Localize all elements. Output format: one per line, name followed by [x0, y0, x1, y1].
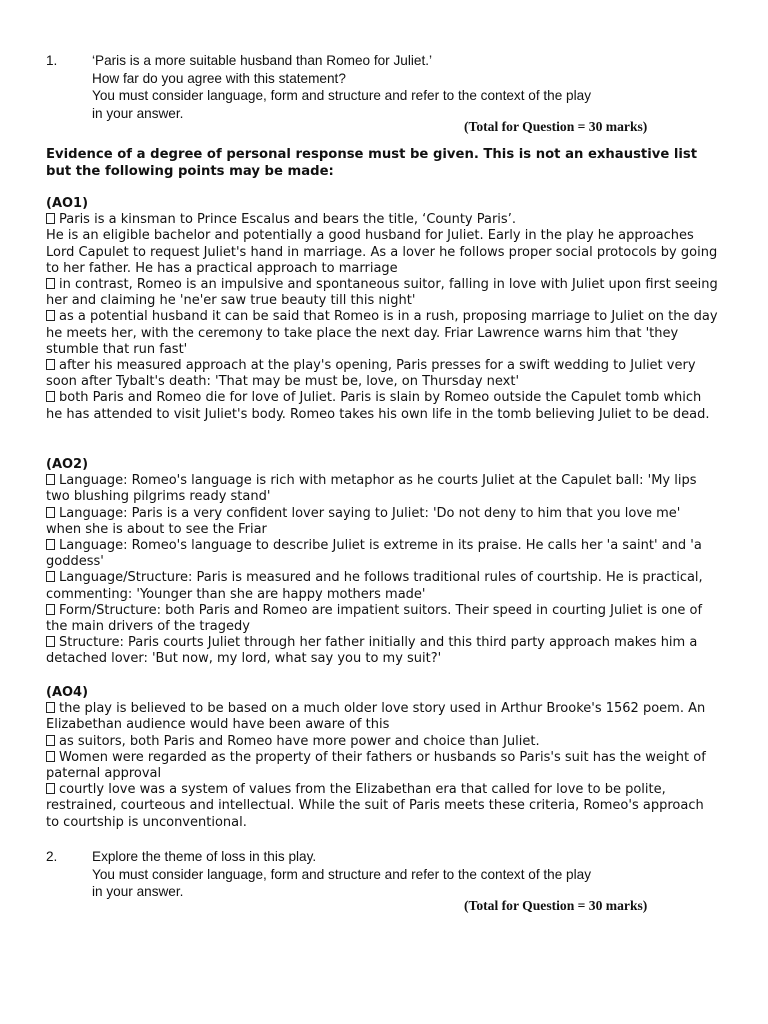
- bullet-icon: [46, 310, 55, 321]
- ao1-heading: (AO1): [46, 196, 89, 211]
- ao4-point-1: the play is believed to be based on a much older love story used in Arthur Brooke's 1562 poem. An Elizabethan audience would have been aware of this: [46, 701, 706, 733]
- ao2-heading: (AO2): [46, 457, 89, 472]
- question-2-prompt: [92, 848, 732, 901]
- bullet-icon: [46, 751, 55, 762]
- bullet-icon: [46, 391, 55, 402]
- question-2-line: in your answer.: [92, 884, 184, 899]
- list-item: [46, 506, 718, 538]
- list-item: [46, 782, 718, 831]
- question-2-marks: (Total for Question = 30 marks): [464, 898, 648, 913]
- bullet-icon: [46, 735, 55, 746]
- list-item: [46, 635, 718, 667]
- list-item: [46, 538, 718, 570]
- ao2-point-5: Form/Structure: both Paris and Romeo are impatient suitors. Their speed in courting Juliet is one of the main drivers of the tragedy: [46, 602, 703, 635]
- question-1-prompt: [92, 52, 732, 122]
- question-1-number: 1.: [46, 53, 58, 68]
- ao2-point-4: Language/Structure: Paris is measured and he follows traditional rules of courtship. He is practical, commenting: 'Younger than she are happy mothers made': [46, 570, 703, 602]
- question-1-line: You must consider language, form and structure and refer to the context of the play: [92, 88, 591, 103]
- section-ao2: [46, 457, 718, 668]
- bullet-icon: [46, 571, 55, 582]
- ao1-point-3: as a potential husband it can be said that Romeo is in a rush, proposing marriage to Juliet on the day he meets her, with the ceremony to take place the next day. Friar Lawrence warns him that 'they stumble that run fast': [46, 309, 718, 357]
- bullet-icon: [46, 213, 55, 224]
- bullet-icon: [46, 636, 55, 647]
- question-2-line: You must consider language, form and structure and refer to the context of the play: [92, 866, 591, 882]
- ao4-point-2: as suitors, both Paris and Romeo have more power and choice than Juliet.: [59, 733, 540, 749]
- ao2-point-3: Language: Romeo's language to describe Juliet is extreme in its praise. He calls her 'a saint' and 'a goddess': [46, 538, 702, 570]
- ao1-point-5: both Paris and Romeo die for love of Juliet. Paris is slain by Romeo outside the Capulet tomb which he has attended to visit Juliet's body. Romeo takes his own life in the tomb believing Juliet to be dead.: [46, 390, 710, 422]
- bullet-icon: [46, 604, 55, 615]
- bullet-icon: [46, 278, 55, 289]
- list-item: [46, 277, 718, 309]
- ao1-continuation: He is an eligible bachelor and potentially a good husband for Juliet. Early in the play he approaches Lord Capulet to request Juliet's hand in marriage. As a lover he follows proper social protocols by going to her father. He has a practical approach to marriage: [46, 228, 718, 276]
- ao2-point-6: Structure: Paris courts Juliet through her father initially and this third party approach makes him a detached lover: 'But now, my lord, what say you to my suit?': [46, 635, 698, 667]
- question-1-line: ‘Paris is a more suitable husband than Romeo for Juliet.’: [92, 53, 433, 68]
- ao4-point-3: Women were regarded as the property of their fathers or husbands so Paris's suit has the weight of paternal approval: [46, 749, 706, 782]
- bullet-icon: [46, 474, 55, 485]
- ao4-heading: (AO4): [46, 685, 89, 700]
- list-item: [46, 701, 718, 733]
- question-1-line: How far do you agree with this statement?: [92, 70, 346, 86]
- question-2-line: Explore the theme of loss in this play.: [92, 849, 317, 864]
- bullet-icon: [46, 783, 55, 794]
- ao2-point-2: Language: Paris is a very confident lover saying to Juliet: 'Do not deny to him that you love me' when she is about to see the Friar: [46, 505, 681, 537]
- list-item: [46, 750, 718, 782]
- question-2-number: 2.: [46, 849, 58, 864]
- marking-intro: Evidence of a degree of personal response must be given. This is not an exhaustive list but the following points may be made:: [46, 147, 698, 179]
- ao2-point-1: Language: Romeo's language is rich with metaphor as he courts Juliet at the Capulet ball: 'My lips two blushing pilgrims ready stand': [46, 473, 697, 505]
- ao4-point-4: courtly love was a system of values from the Elizabethan era that called for love to be polite, restrained, courteous and intellectual. While the suit of Paris meets these criteria, Romeo's approach to courtship is unconventional.: [46, 782, 704, 830]
- section-ao4: [46, 685, 718, 831]
- ao1-point-2: in contrast, Romeo is an impulsive and spontaneous suitor, falling in love with Juliet upon first seeing her and claiming he 'ne'er saw true beauty till this night': [46, 277, 718, 309]
- list-item: [46, 390, 718, 422]
- question-1-marks: (Total for Question = 30 marks): [464, 119, 648, 134]
- bullet-icon: [46, 507, 55, 518]
- list-item: [46, 570, 718, 602]
- section-ao1: [46, 196, 718, 423]
- question-1-line: in your answer.: [92, 105, 184, 121]
- list-item: [46, 734, 718, 750]
- list-item: [46, 473, 718, 505]
- list-item: [46, 309, 718, 358]
- list-item: [46, 358, 718, 390]
- bullet-icon: [46, 359, 55, 370]
- list-item: [46, 603, 718, 635]
- ao1-point-1: Paris is a kinsman to Prince Escalus and bears the title, ‘County Paris’.: [59, 212, 516, 228]
- bullet-icon: [46, 702, 55, 713]
- list-item: [46, 212, 718, 228]
- ao1-point-4: after his measured approach at the play's opening, Paris presses for a swift wedding to Juliet very soon after Tybalt's death: 'That may be must be, love, on Thursday next': [46, 358, 696, 390]
- bullet-icon: [46, 539, 55, 550]
